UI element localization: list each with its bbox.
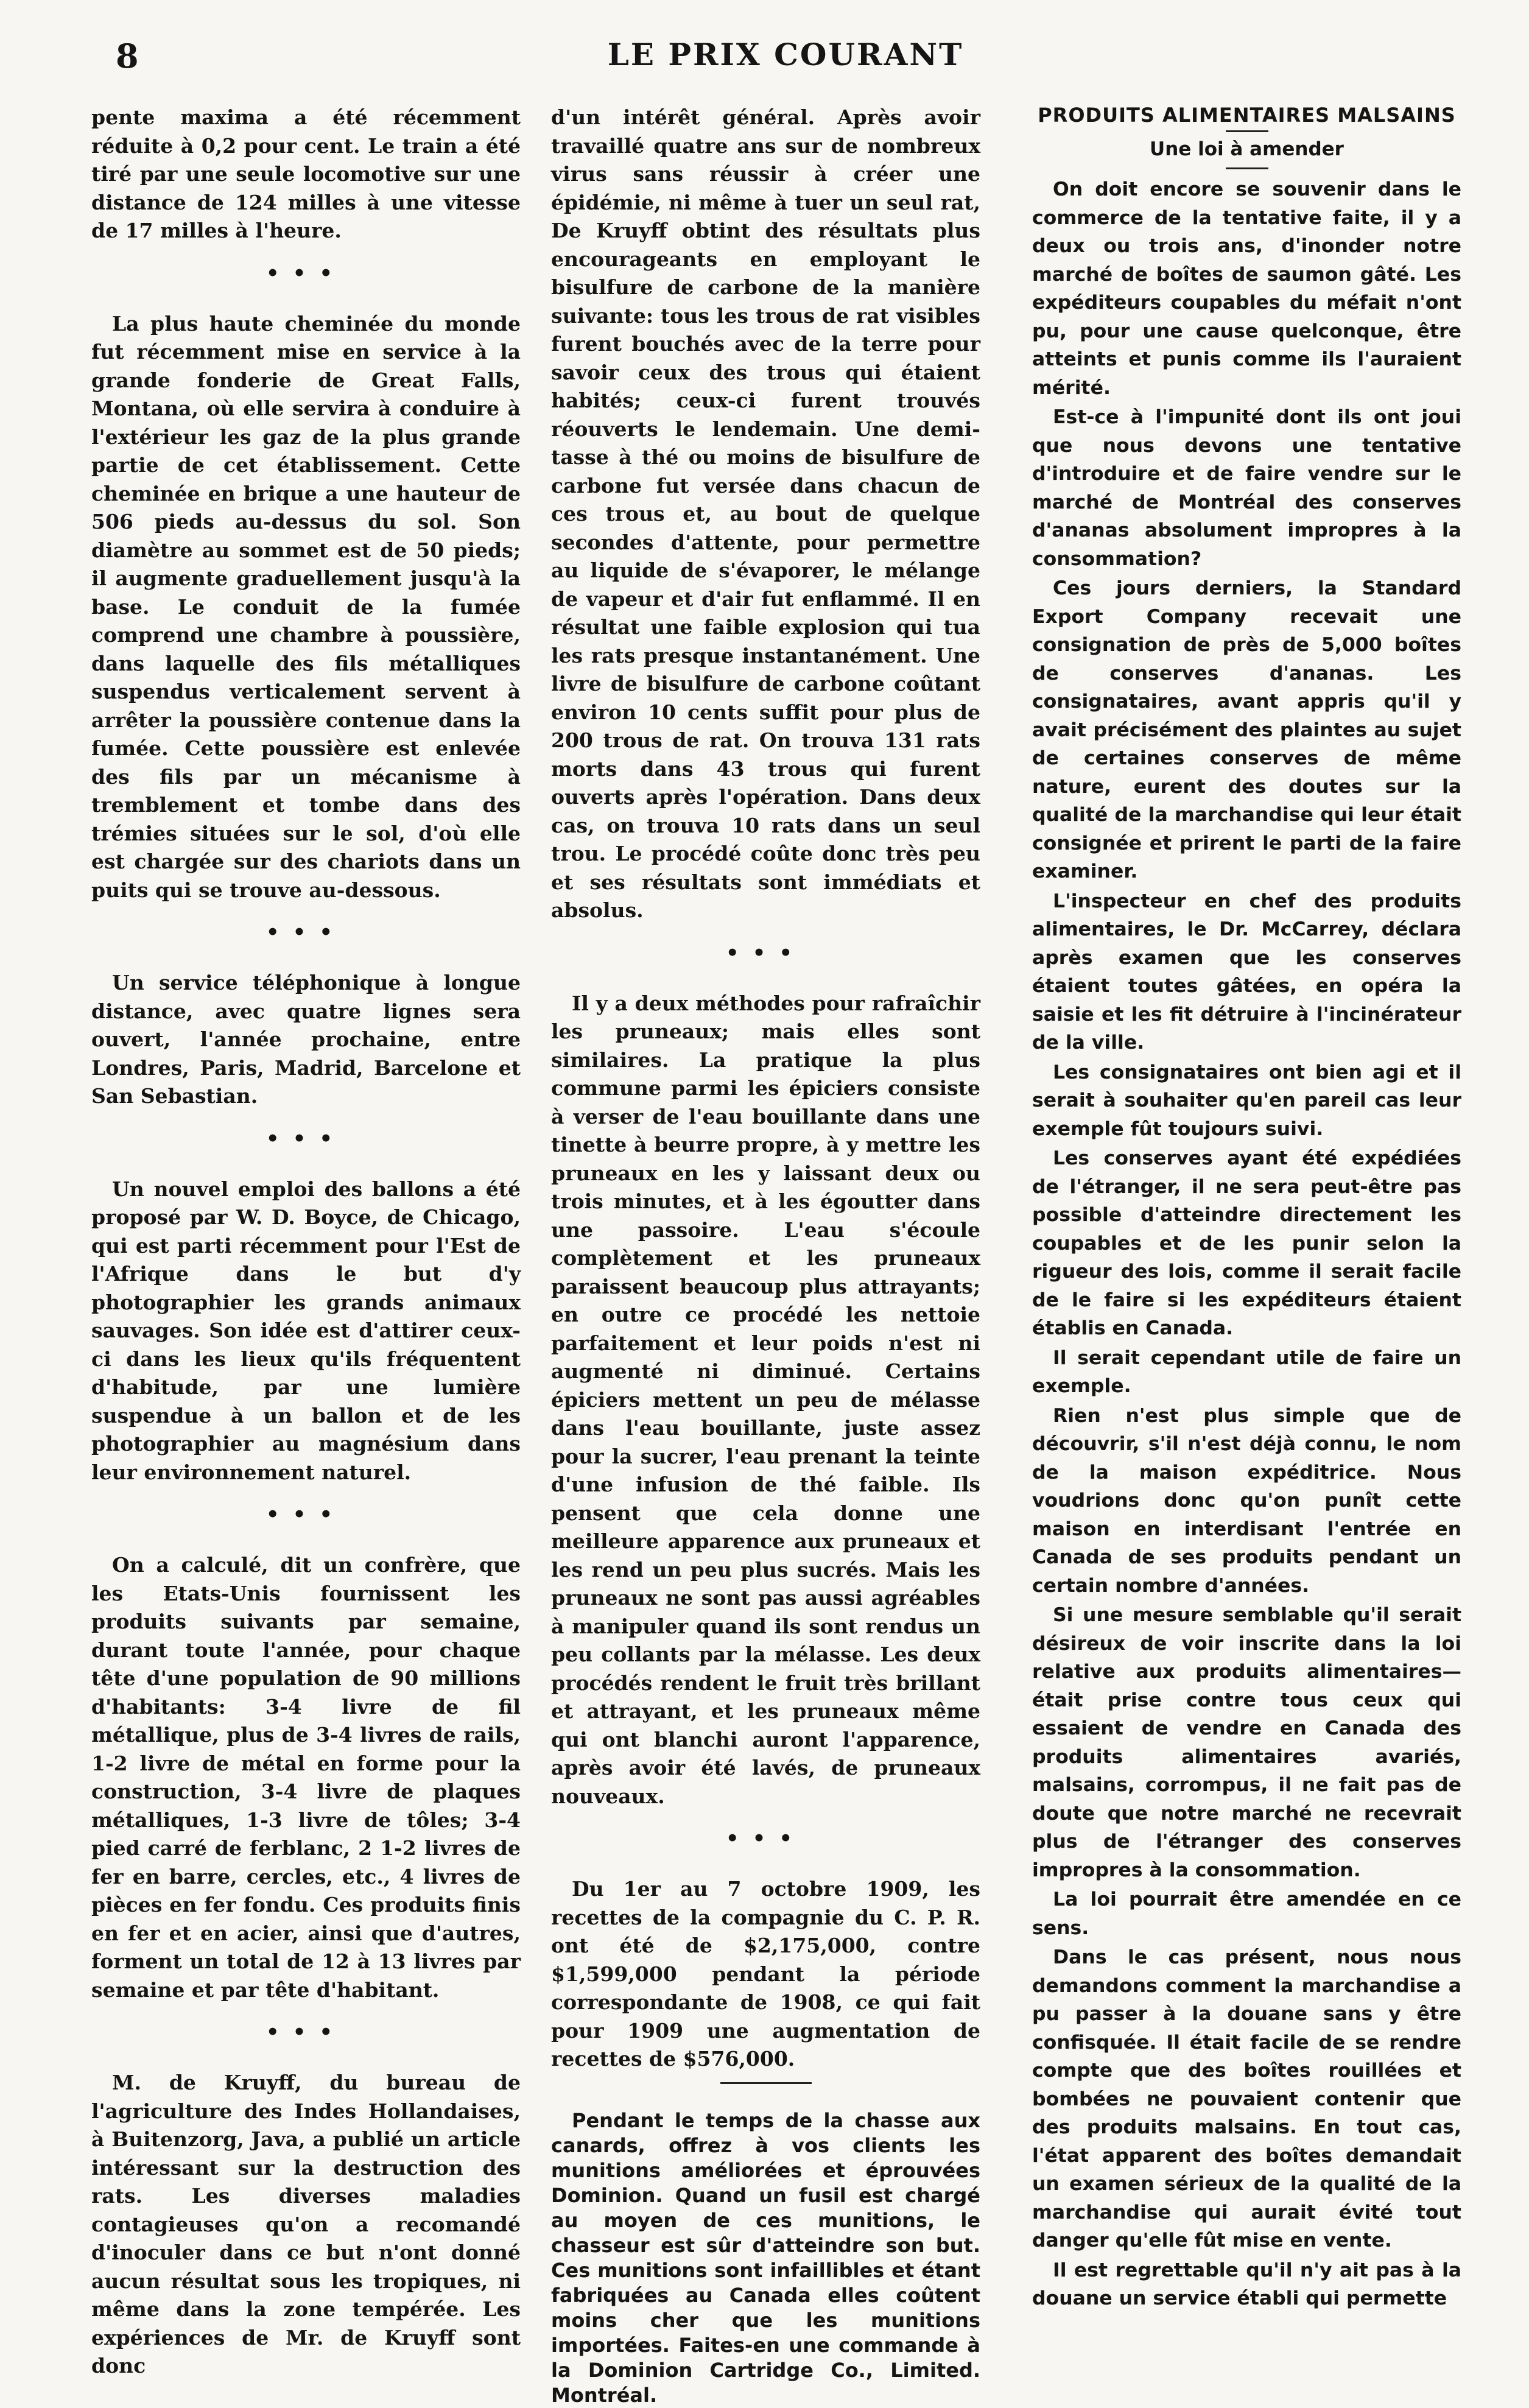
article-paragraph: Un service téléphonique à longue distance, avec quatre lignes sera ouvert, l'année prochaine, entre Londres, Paris, Madrid, Barcelone et San Sebastian.	[91, 971, 521, 1108]
article-paragraph: Un nouvel emploi des ballons a été proposé par W. D. Boyce, de Chicago, qui est parti récemment pour l'Est de l'Afrique dans le but d'y photographier les grands animaux sauvages. Son idée est d'attirer ceux-ci dans les lieux qu'ils fréquentent d'habitude, par une lumière suspendue à un ballon et de les photographier au magnésium dans leur environnement naturel.	[91, 1177, 521, 1484]
article-paragraph: Est-ce à l'impunité dont ils ont joui que nous devons une tentative d'introduire et de faire vendre sur le marché de Montréal des conserves d'ananas absolument impropres à la consommation?	[1032, 406, 1461, 570]
journal-title: LE PRIX COURANT	[607, 37, 964, 72]
article-paragraph: On a calculé, dit un confrère, que les Etats-Unis fournissent les produits suivants par semaine, durant toute l'année, pour chaque tête d'une population de 90 millions d'habitants: 3-4 livre de fil métallique, plus de 3-4 livres de rails, 1-2 livre de métal en forme pour la construction, 3-4 livre de plaques métalliques, 1-3 livre de tôles; 3-4 pied carré de ferblanc, 2 1-2 livres de fer en barre, cercles, etc., 4 livres de pièces en fer fondu. Ces produits finis en fer et en acier, ainsi que d'autres, forment un total de 12 à 13 livres par semaine et par tête d'habitant.	[91, 1553, 521, 2002]
column-3	[1032, 104, 1461, 2314]
article-paragraph: Les consignataires ont bien agi et il serait à souhaiter qu'en pareil cas leur exemple fût toujours suivi.	[1032, 1061, 1461, 1140]
article-paragraph: Rien n'est plus simple que de découvrir, s'il n'est déjà connu, le nom de la maison expéditrice. Nous voudrions donc qu'on punît cette maison en interdisant l'entrée en Canada de ses produits pendant un certain nombre d'années.	[1032, 1404, 1461, 1597]
article-paragraph: La plus haute cheminée du monde fut récemment mise en service à la grande fonderie de Great Falls, Montana, où elle servira à conduire à l'extérieur les gaz de la plus grande partie de cet établissement. Cette cheminée en brique a une hauteur de 506 pieds au-dessus du sol. Son diamètre au sommet est de 50 pieds; il augmente graduellement jusqu'à la base. Le conduit de la fumée comprend une chambre à poussière, dans laquelle des fils métalliques suspendus verticalement servent à arrêter la poussière contenue dans la fumée. Cette poussière est enlevée des fils par un mécanisme à tremblement et tombe dans des trémies situées sur le sol, d'où elle est chargée sur des chariots dans un puits qui se trouve au-dessous.	[91, 311, 521, 902]
title-rule	[1226, 130, 1268, 132]
section-subtitle: Une loi à amender	[1150, 138, 1344, 160]
section-separator: •••	[265, 920, 346, 945]
article-paragraph: Les conserves ayant été expédiées de l'étranger, il ne sera peut-être pas possible d'atteindre directement les coupables et de les punir selon la rigueur des lois, comme il serait facile de le faire si les expéditeurs étaient établis en Canada.	[1032, 1147, 1461, 1339]
advertisement-paragraph: Pendant le temps de la chasse aux canards, offrez à vos clients les munitions améliorées et éprouvées Dominion. Quand un fusil est chargé au moyen de ces munitions, le chasseur est sûr d'atteindre son but. Ces munitions sont infaillibles et étant fabriquées au Canada elles coûtent moins cher que les munitions importées. Faites-en une commande à la Dominion Cartridge Co., Limited. Montréal.	[551, 2108, 980, 2407]
section-separator: •••	[265, 1502, 346, 1527]
section-separator: •••	[725, 1826, 806, 1851]
section-separator: •••	[725, 940, 806, 965]
section-title: PRODUITS ALIMENTAIRES MALSAINS	[1038, 104, 1456, 127]
article-paragraph: Il est regrettable qu'il n'y ait pas à la douane un service établi qui permette	[1032, 2259, 1461, 2309]
article-paragraph: L'inspecteur en chef des produits alimentaires, le Dr. McCarrey, déclara après examen que les conserves étaient toutes gâtées, en opéra la saisie et les fit détruire à l'incinérateur de la ville.	[1032, 890, 1461, 1054]
article-paragraph: Si une mesure semblable qu'il serait désireux de voir inscrite dans la loi relative aux produits alimentaires—était prise contre tous ceux qui essaient de vendre en Canada des produits alimentaires avariés, malsains, corrompus, il ne fait pas de doute que notre marché ne recevrait plus de l'étranger des conserves impropres à la consommation.	[1032, 1604, 1461, 1881]
article-paragraph: Ces jours derniers, la Standard Export Company recevait une consignation de près de 5,000 boîtes de conserves d'ananas. Les consignataires, avant appris qu'il y avait précisément des plaintes au sujet de certaines conserves de même nature, eurent des doutes sur la qualité de la marchandise qui leur était consignée et prirent le parti de la faire examiner.	[1032, 577, 1461, 882]
section-separator: •••	[265, 1126, 346, 1151]
page-header	[91, 37, 1480, 79]
article-paragraph: Il y a deux méthodes pour rafraîchir les pruneaux; mais elles sont similaires. La pratique la plus commune parmi les épiciers consiste à verser de l'eau bouillante dans une tinette à beurre propre, à y mettre les pruneaux en les y laissant deux ou trois minutes, et à les égoutter dans une passoire. L'eau s'écoule complètement et les pruneaux paraissent beaucoup plus attrayants; en outre ce procédé les nettoie parfaitement et leur poids n'est ni augmenté ni diminué. Certains épiciers mettent un peu de mélasse dans l'eau bouillante, juste assez pour la sucrer, l'eau prenant la teinte d'une infusion de thé faible. Ils pensent que cela donne une meilleure apparence aux pruneaux et les rend un peu plus sucrés. Mais les pruneaux ne sont pas aussi agréables à manipuler quand ils sont rendus un peu collants par la mélasse. Les deux procédés rendent le fruit très brillant et attrayant, et les pruneaux même qui ont blanchi auront l'apparence, après avoir été lavés, de pruneaux nouveaux.	[551, 991, 980, 1808]
article-paragraph: Il serait cependant utile de faire un exemple.	[1032, 1347, 1461, 1397]
article-paragraph: Dans le cas présent, nous nous demandons comment la marchandise a pu passer à la douane sans y être confisquée. Il était facile de se rendre compte que des boîtes rouillées et bombées ne pouvaient contenir que des produits malsains. En tout cas, l'état apparent des boîtes demandait un examen sérieux de la qualité de la marchandise qui aurait évité tout danger qu'elle fût mise en vente.	[1032, 1946, 1461, 2251]
article-paragraph: Du 1er au 7 octobre 1909, les recettes de la compagnie du C. P. R. ont été de $2,175,000, contre $1,599,000 pendant la période correspondante de 1908, ce qui fait pour 1909 une augmentation de recettes de $576,000.	[551, 1877, 980, 2071]
article-paragraph: pente maxima a été récemment réduite à 0,2 pour cent. Le train a été tiré par une seule locomotive sur une distance de 124 milles à une vitesse de 17 milles à l'heure.	[91, 105, 521, 242]
section-separator: •••	[265, 261, 346, 286]
page-number: 8	[116, 37, 139, 76]
subtitle-rule	[1226, 167, 1268, 169]
section-rule	[720, 2082, 812, 2084]
article-paragraph: On doit encore se souvenir dans le commerce de la tentative faite, il y a deux ou trois ans, d'inonder notre marché de boîtes de saumon gâté. Les expéditeurs coupables du méfait n'ont pu, pour une cause quelconque, être atteints et punis comme ils l'auraient mérité.	[1032, 178, 1461, 399]
column-1	[91, 104, 521, 2382]
article-paragraph: d'un intérêt général. Après avoir travaillé quatre ans sur de nombreux virus sans réussir à créer une épidémie, ni même à tuer un seul rat, De Kruyff obtint des résultats plus encourageants en employant le bisulfure de carbone de la manière suivante: tous les trous de rat visibles furent bouchés avec de la terre pour savoir ceux des trous qui étaient habités; ceux-ci furent trouvés réouverts le lendemain. Une demi-tasse à thé ou moins de bisulfure de carbone fut versée dans chacun de ces trous et, au bout de quelque secondes d'attente, pour permettre au liquide de s'évaporer, le mélange de vapeur et d'air fut enflammé. Il en résultat une faible explosion qui tua les rats presque instantanément. Une livre de bisulfure de carbone coûtant environ 10 cents suffit pour plus de 200 trous de rat. On trouva 131 rats morts dans 43 trous qui furent ouverts après l'opération. Dans deux cas, on trouva 10 rats dans un seul trou. Le procédé coûte donc très peu et ses résultats sont immédiats et absolus.	[551, 105, 980, 922]
column-2	[551, 104, 980, 2408]
article-paragraph: La loi pourrait être amendée en ce sens.	[1032, 1889, 1461, 1939]
article-paragraph: M. de Kruyff, du bureau de l'agriculture des Indes Hollandaises, à Buitenzorg, Java, a publié un article intéressant sur la destruction des rats. Les diverses maladies contagieuses qu'on a recomandé d'inoculer dans ce but n'ont donné aucun résultat sous les tropiques, ni même dans la zone tempérée. Les expériences de Mr. de Kruyff sont donc	[91, 2071, 521, 2378]
section-separator: •••	[265, 2020, 346, 2044]
